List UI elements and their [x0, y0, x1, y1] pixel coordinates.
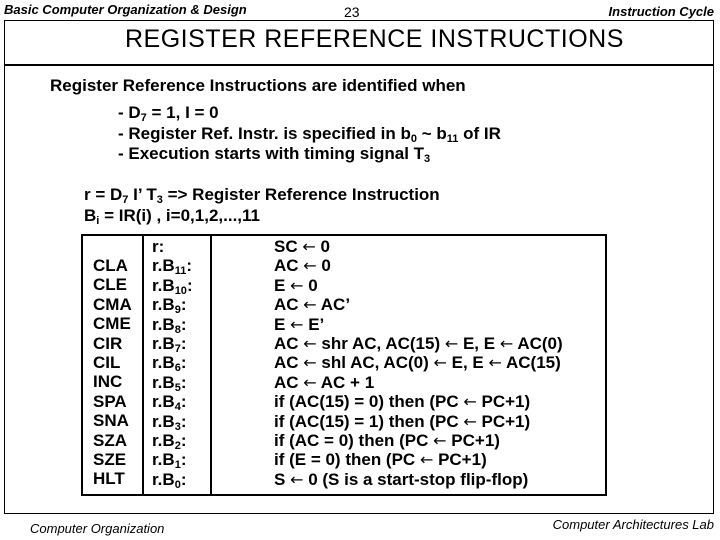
- definition-b-sub: i: [96, 215, 100, 227]
- definition-b-text: B: [84, 206, 97, 225]
- condition-subscript: 9: [174, 304, 181, 317]
- condition-prefix: r.B: [152, 314, 175, 334]
- definition-r: [84, 185, 440, 204]
- condition-row: [152, 315, 193, 334]
- operation-row: [274, 450, 563, 469]
- left-arrow-icon: ←: [433, 353, 447, 373]
- condition-prefix: r.B: [152, 256, 175, 276]
- operation-part: AC: [274, 295, 304, 315]
- condition-suffix: :: [180, 469, 187, 489]
- left-arrow-icon: ←: [303, 256, 317, 276]
- header-course-title: Basic Computer Organization & Design: [4, 2, 247, 17]
- left-arrow-icon: ←: [419, 450, 434, 470]
- mnemonic-sna: SNA: [93, 411, 129, 431]
- bullet-3-sub: 3: [424, 153, 431, 165]
- bullet-2-text: - Register Ref. Instr. is specified in b: [118, 124, 411, 143]
- condition-subscript: 6: [174, 362, 181, 375]
- operation-part: if (AC(15) = 0) then (PC: [274, 392, 464, 412]
- mnemonic-hlt: HLT: [93, 469, 125, 489]
- condition-subscript: 2: [174, 439, 181, 452]
- left-arrow-icon: ←: [290, 469, 304, 489]
- operation-row: [274, 412, 563, 431]
- slide-title: REGISTER REFERENCE INSTRUCTIONS: [125, 25, 624, 53]
- operation-part: 0: [316, 256, 331, 276]
- table-divider-1: [142, 236, 144, 494]
- condition-suffix: :: [186, 256, 192, 276]
- left-arrow-icon: ←: [463, 411, 477, 431]
- condition-row: [152, 470, 193, 489]
- operation-row: [274, 334, 563, 353]
- footer-right: Computer Architectures Lab: [552, 517, 714, 532]
- condition-subscript: 5: [174, 381, 181, 394]
- operation-part: 0 (S is a start-stop flip-flop): [303, 469, 529, 489]
- bullet-2-sub-1: 0: [410, 133, 417, 145]
- operation-part: if (E = 0) then (PC: [274, 450, 420, 470]
- operation-part: shl AC, AC(0): [316, 353, 434, 373]
- left-arrow-icon: ←: [444, 333, 459, 353]
- condition-subscript: 0: [174, 478, 181, 491]
- left-arrow-icon: ←: [303, 333, 317, 353]
- bullet-3: [118, 144, 430, 163]
- condition-suffix: :: [180, 430, 187, 450]
- header-section-title: Instruction Cycle: [608, 4, 714, 19]
- condition-row: [152, 392, 193, 414]
- operation-part: AC(0): [513, 333, 563, 353]
- table-divider-2: [210, 236, 212, 494]
- condition-suffix: :: [180, 411, 187, 431]
- operation-part: S: [274, 469, 291, 489]
- operation-part: E, E: [446, 353, 489, 373]
- operation-row: [274, 237, 563, 256]
- footer-left: Computer Organization: [30, 521, 165, 536]
- condition-row: [152, 256, 193, 278]
- condition-column: [152, 237, 193, 489]
- operation-part: PC+1): [476, 392, 531, 412]
- left-arrow-icon: ←: [303, 353, 317, 373]
- left-arrow-icon: ←: [290, 275, 304, 295]
- bullet-3-text: - Execution starts with timing signal T: [118, 144, 425, 163]
- condition-prefix: r.B: [152, 353, 175, 373]
- condition-prefix: r.B: [152, 411, 175, 431]
- condition-suffix: :: [180, 333, 187, 353]
- condition-subscript: 10: [174, 284, 187, 297]
- operation-part: if (AC = 0) then (PC: [274, 430, 434, 450]
- condition-subscript: 8: [174, 323, 181, 336]
- bullet-2-text-3: of IR: [458, 124, 501, 143]
- condition-prefix: r.B: [152, 450, 175, 470]
- mnemonic-cla: CLA: [93, 256, 128, 275]
- left-arrow-icon: ←: [303, 372, 317, 392]
- condition-suffix: :: [180, 450, 187, 470]
- left-arrow-icon: ←: [290, 314, 304, 334]
- condition-prefix: r.B: [152, 333, 175, 353]
- left-arrow-icon: ←: [463, 392, 477, 412]
- left-arrow-icon: ←: [302, 237, 316, 256]
- operation-part: AC’: [316, 295, 351, 315]
- definition-b: [84, 206, 260, 225]
- bullet-2: [118, 124, 501, 143]
- condition-row: [152, 412, 193, 431]
- left-arrow-icon: ←: [303, 295, 317, 315]
- condition-row: [152, 431, 193, 450]
- operation-row: [274, 431, 563, 450]
- condition-row: [152, 353, 193, 375]
- condition-subscript: 1: [174, 459, 181, 472]
- bullet-1-sub: 7: [140, 112, 147, 124]
- bullet-1-text: - D: [118, 103, 141, 122]
- condition-prefix: r.B: [152, 469, 175, 489]
- operation-part: PC+1): [476, 411, 531, 431]
- condition-suffix: :: [180, 392, 187, 412]
- definition-r-text-3: => Register Reference Instruction: [162, 185, 440, 204]
- operation-part: SC: [274, 237, 303, 256]
- condition-row: [152, 334, 193, 353]
- operation-part: PC+1): [433, 450, 487, 470]
- operation-row: [274, 373, 563, 392]
- operation-part: AC(15): [501, 353, 561, 373]
- operation-part: E: [274, 275, 291, 295]
- operation-row: [274, 276, 563, 295]
- bullet-1-text-2: = 1, I = 0: [146, 103, 219, 122]
- mnemonic-column: [93, 256, 132, 489]
- left-arrow-icon: ←: [433, 430, 447, 450]
- condition-suffix: :: [180, 372, 187, 392]
- condition-prefix: r.B: [152, 295, 175, 315]
- mnemonic-cil: CIL: [93, 352, 121, 372]
- operation-part: 0: [315, 237, 330, 256]
- mnemonic-sza: SZA: [93, 430, 127, 450]
- left-arrow-icon: ←: [499, 333, 514, 353]
- bullet-2-sub-2: 11: [446, 133, 459, 145]
- operation-part: AC + 1: [316, 372, 375, 392]
- left-arrow-icon: ←: [488, 353, 502, 373]
- definition-b-text-2: = IR(i) , i=0,1,2,...,11: [99, 206, 260, 225]
- condition-suffix: :: [186, 275, 193, 295]
- operation-part: AC: [274, 256, 304, 276]
- operation-row: [274, 295, 563, 314]
- condition-prefix: r.B: [152, 275, 175, 295]
- operation-row: [274, 392, 563, 411]
- mnemonic-inc: INC: [93, 372, 123, 392]
- condition-subscript: 11: [174, 265, 187, 278]
- condition-subscript: 7: [174, 342, 181, 355]
- operation-part: AC: [274, 333, 304, 353]
- operation-row: [274, 470, 563, 489]
- definition-r-sub-1: 7: [122, 194, 129, 206]
- mnemonic-sze: SZE: [93, 449, 127, 469]
- operation-part: AC: [274, 372, 304, 392]
- operation-part: E’: [303, 314, 325, 334]
- condition-prefix: r.B: [152, 392, 175, 412]
- condition-row: [152, 450, 193, 472]
- operation-part: 0: [303, 275, 318, 295]
- operation-part: if (AC(15) = 1) then (PC: [274, 411, 464, 431]
- mnemonic-cir: CIR: [93, 333, 123, 353]
- condition-header: r:: [152, 237, 165, 256]
- bullet-2-text-2: ~ b: [416, 124, 447, 143]
- condition-row: [152, 295, 193, 317]
- definition-r-text: r = D: [84, 185, 123, 204]
- condition-prefix: r.B: [152, 430, 175, 450]
- mnemonic-spa: SPA: [93, 391, 127, 411]
- operation-part: AC: [274, 353, 304, 373]
- definition-r-text-2: I’ T: [128, 185, 157, 204]
- condition-suffix: :: [180, 314, 187, 334]
- condition-row: [152, 276, 193, 295]
- operation-part: PC+1): [446, 430, 500, 450]
- condition-suffix: :: [180, 295, 187, 315]
- mnemonic-cme: CME: [93, 314, 131, 334]
- condition-suffix: :: [180, 353, 187, 373]
- operation-part: E: [274, 314, 291, 334]
- operation-part: E, E: [458, 333, 500, 353]
- slide-title-box: [4, 20, 714, 66]
- operation-row: [274, 256, 563, 275]
- condition-subscript: 3: [174, 420, 181, 433]
- instruction-table: [81, 234, 607, 496]
- bullet-1: [118, 103, 219, 122]
- operation-part: shr AC, AC(15): [316, 333, 445, 353]
- mnemonic-cle: CLE: [93, 275, 127, 295]
- condition-prefix: r.B: [152, 372, 175, 392]
- intro-text: Register Reference Instructions are identified when: [50, 76, 466, 95]
- operation-row: [274, 315, 563, 334]
- condition-subscript: 4: [174, 401, 181, 414]
- operation-row: [274, 353, 563, 372]
- operation-column: [274, 237, 563, 489]
- page-number: 23: [344, 4, 360, 20]
- definition-r-sub-2: 3: [156, 194, 163, 206]
- condition-row: [152, 373, 193, 392]
- mnemonic-cma: CMA: [93, 294, 132, 314]
